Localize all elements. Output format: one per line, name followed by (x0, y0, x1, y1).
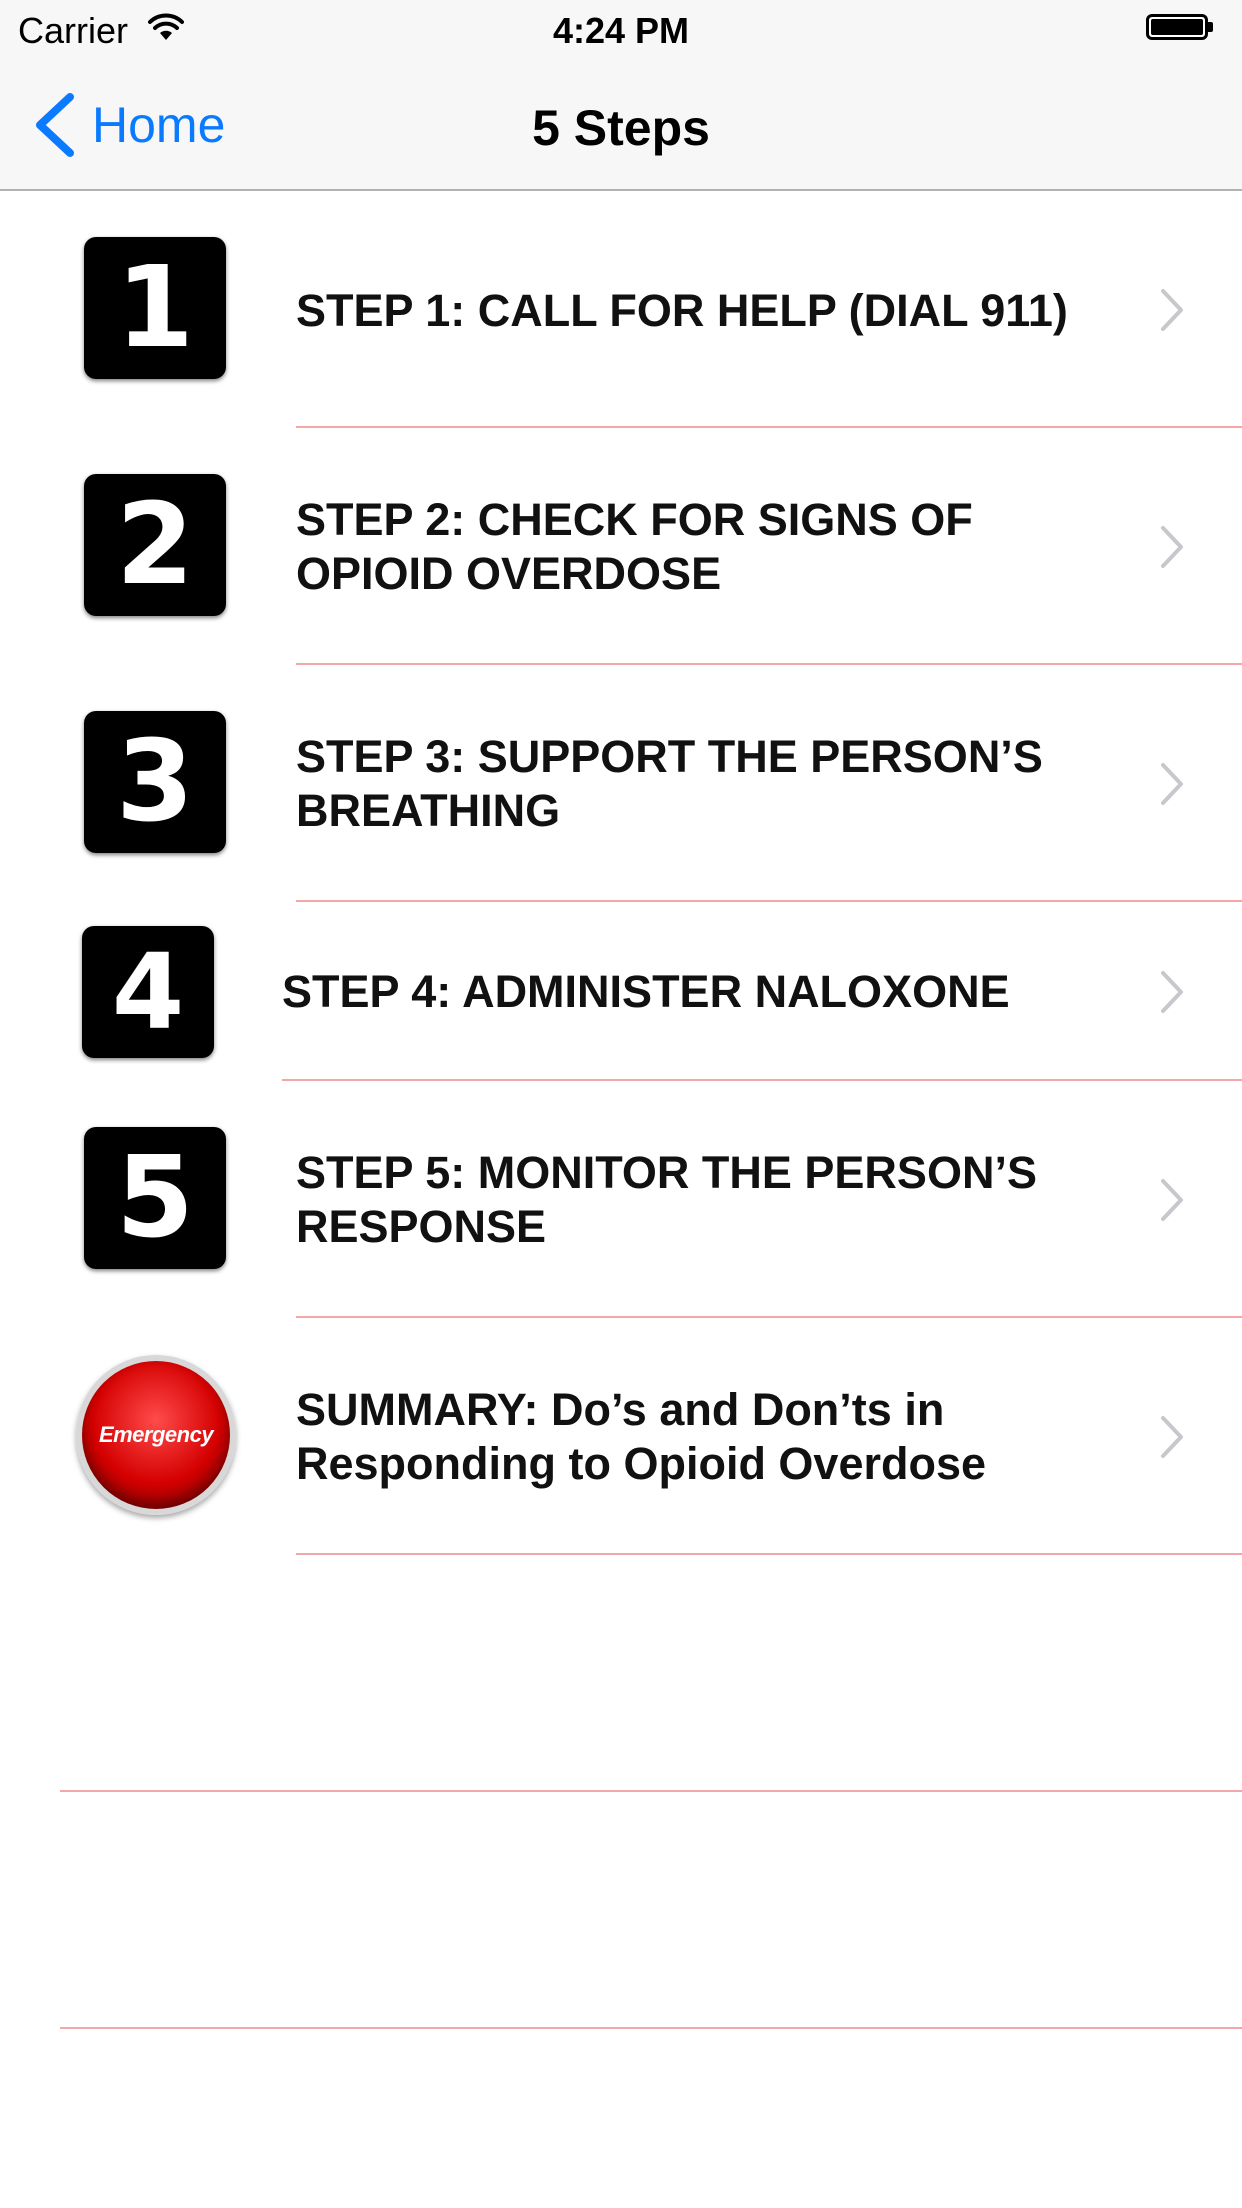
step-3-number-icon: 3 (84, 711, 226, 853)
emergency-icon-label: Emergency (98, 1422, 214, 1447)
status-bar (0, 0, 1242, 62)
step-2-number-icon: 2 (84, 474, 226, 616)
row-label: STEP 2: CHECK FOR SIGNS OF OPIOID OVERDOSE (296, 494, 973, 599)
step-5-number-icon: 5 (84, 1127, 226, 1269)
chevron-right-icon (1160, 970, 1184, 1014)
table-row-summary[interactable] (0, 1318, 1242, 1555)
row-label: STEP 3: SUPPORT THE PERSON’S BREATHING (296, 731, 1043, 836)
step-4-number-icon: 4 (82, 926, 214, 1058)
back-button-label: Home (92, 97, 226, 153)
table-row-step-2[interactable] (0, 428, 1242, 665)
table-row-step-4[interactable] (0, 902, 1242, 1081)
page-title: 5 Steps (532, 100, 710, 156)
chevron-right-icon (1160, 762, 1184, 806)
status-time: 4:24 PM (552, 10, 690, 51)
row-label: STEP 1: CALL FOR HELP (DIAL 911) (296, 285, 1068, 336)
chevron-right-icon (1160, 1178, 1184, 1222)
row-label: STEP 5: MONITOR THE PERSON’S RESPONSE (296, 1147, 1037, 1252)
steps-table (0, 191, 1242, 2029)
chevron-right-icon (1160, 525, 1184, 569)
step-1-number-icon: 1 (84, 237, 226, 379)
battery-full-icon (1146, 14, 1218, 46)
row-label: SUMMARY: Do’s and Don’ts in Responding to Opioid Overdose (296, 1384, 987, 1489)
table-row-step-5[interactable] (0, 1081, 1242, 1318)
empty-table-row (0, 1555, 1242, 1792)
table-row-step-1[interactable] (0, 191, 1242, 428)
row-label: STEP 4: ADMINISTER NALOXONE (282, 966, 1010, 1017)
chevron-right-icon (1160, 288, 1184, 332)
emergency-button-icon (76, 1355, 236, 1515)
carrier-label: Carrier (18, 10, 129, 51)
row-separator (60, 2027, 1242, 2029)
chevron-right-icon (1160, 1415, 1184, 1459)
table-row-step-3[interactable] (0, 665, 1242, 902)
empty-table-row (0, 1792, 1242, 2029)
navigation-bar (0, 62, 1242, 191)
